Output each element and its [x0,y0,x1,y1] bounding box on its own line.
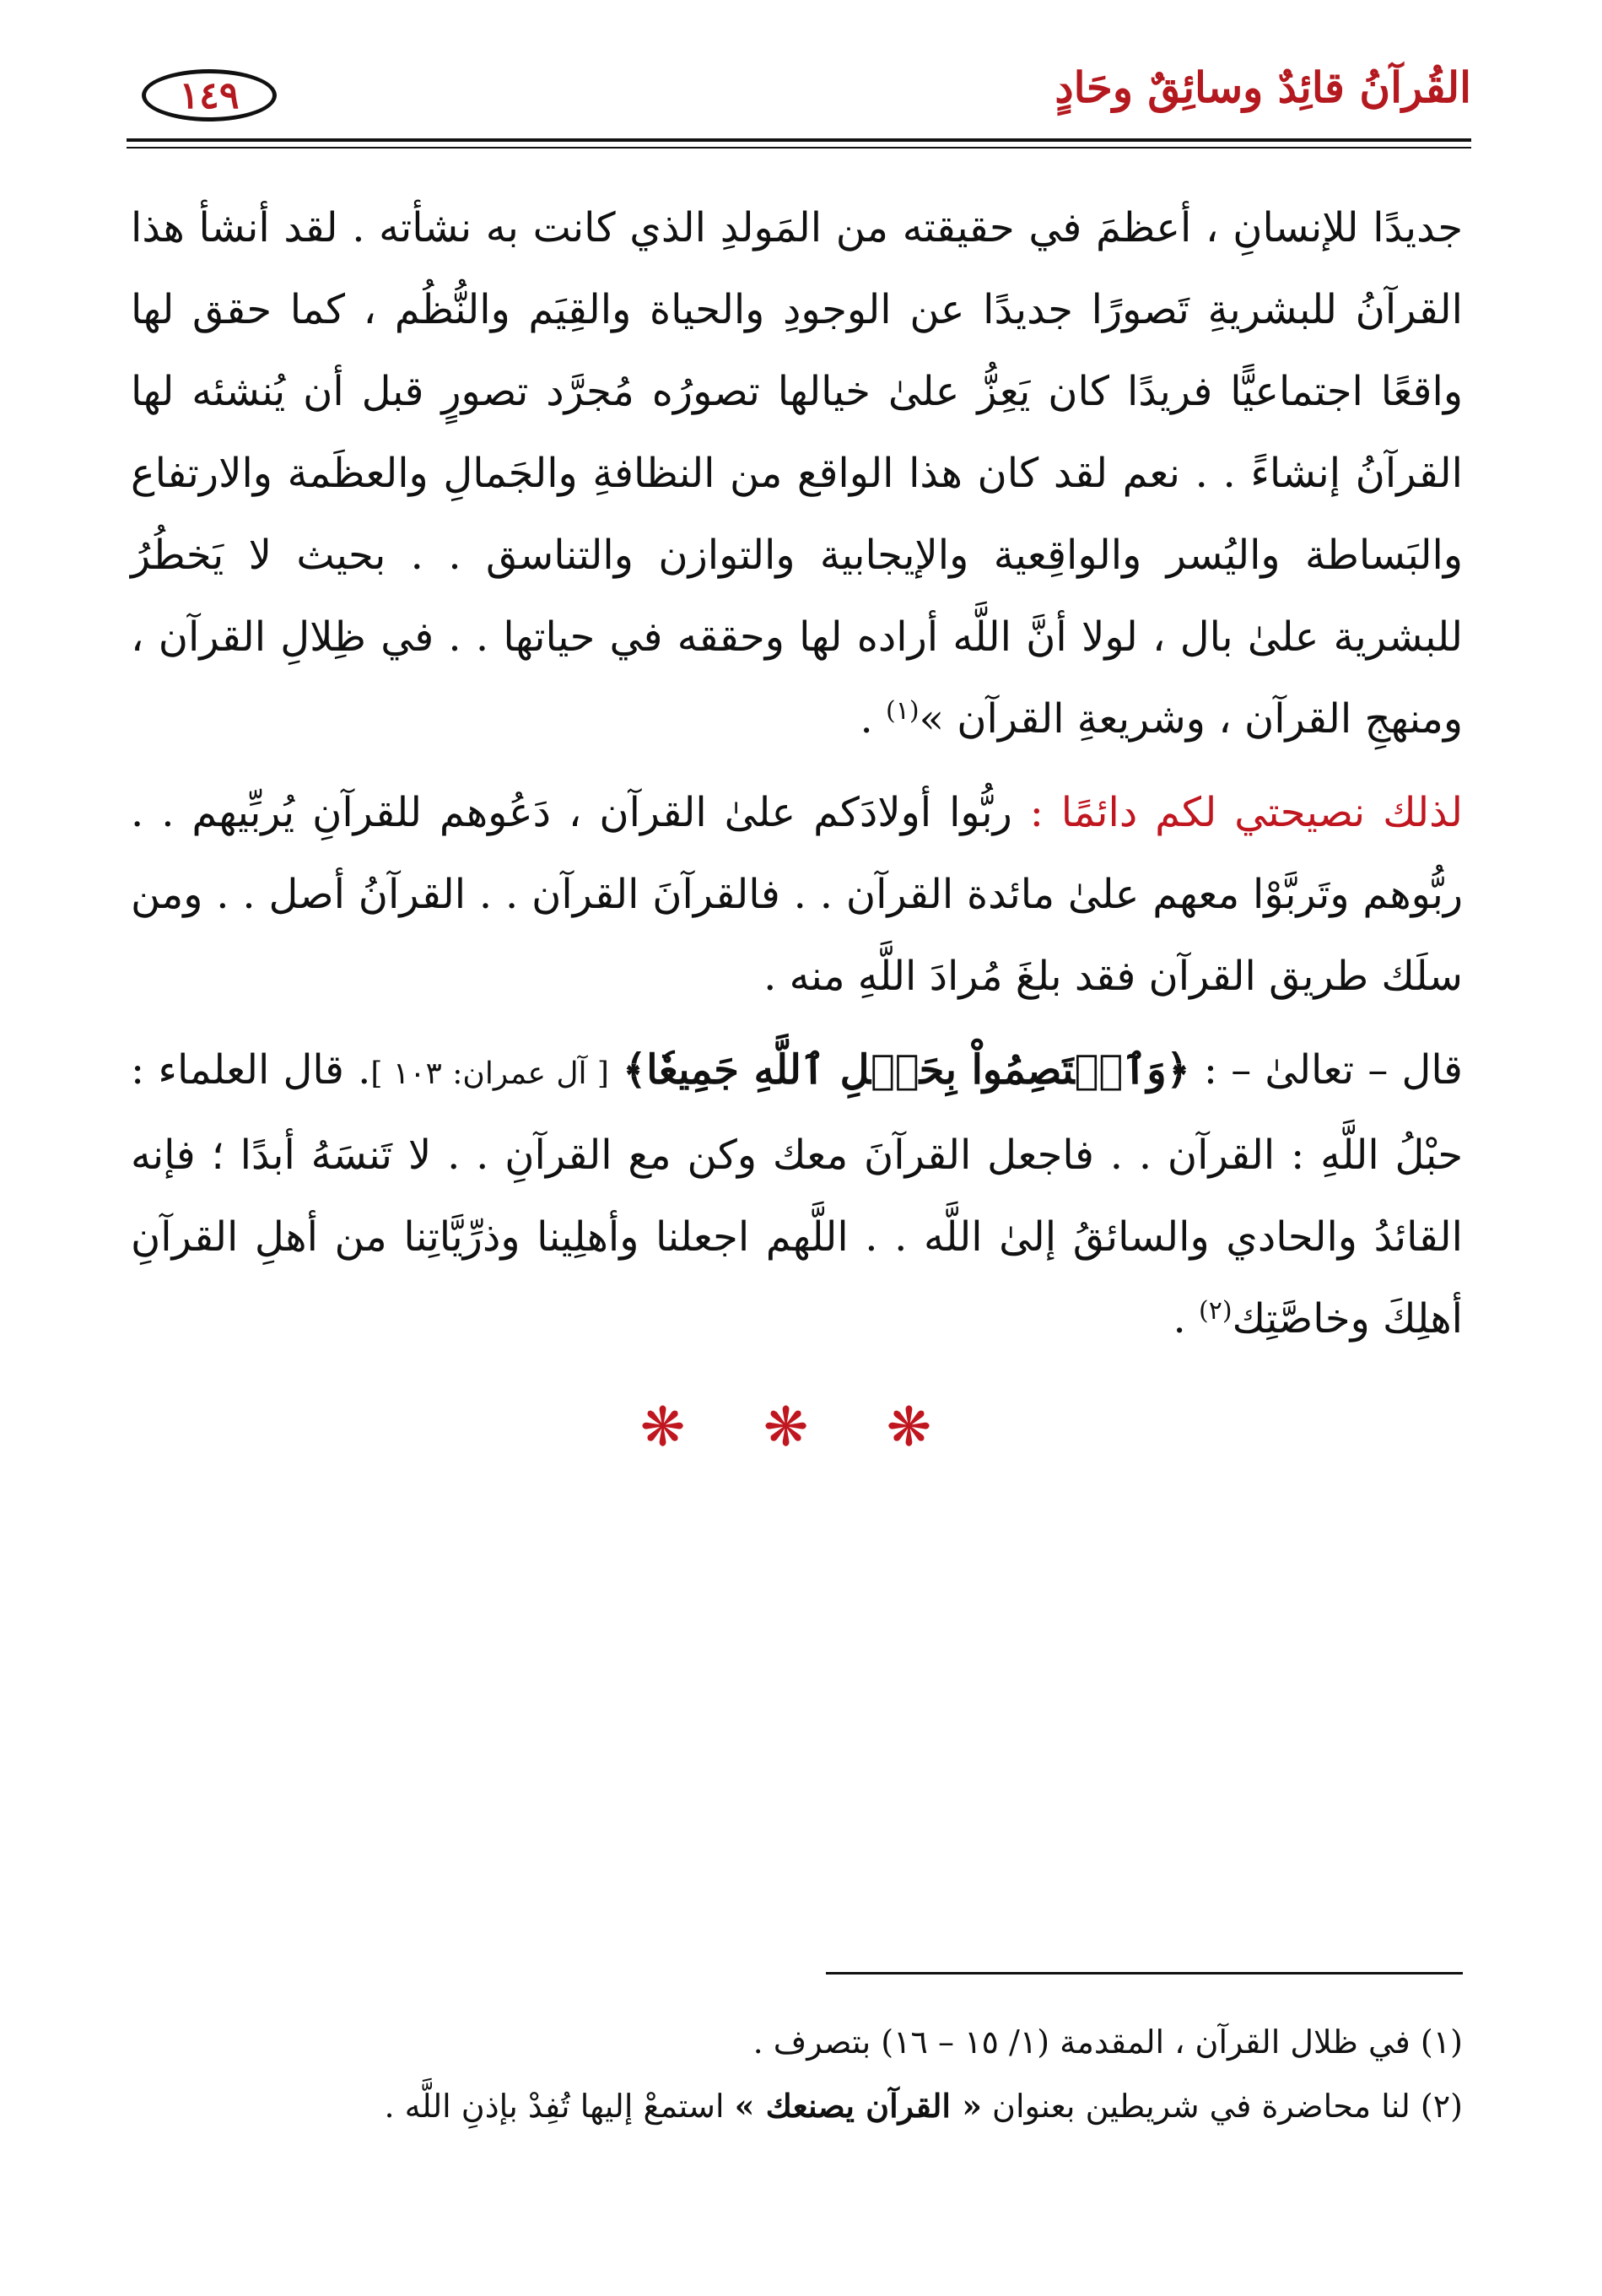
quran-verse: ﴿وَٱعۡتَصِمُواْ بِحَبۡلِ ٱللَّهِ جَمِيعٗا﴾ [623,1046,1190,1094]
lecture-title: « القرآن يصنعك » [734,2087,982,2125]
paragraph-1-end: . [860,695,887,743]
footnote-2 [131,2074,1463,2138]
paragraph-3-text: . قال العلماء : حبْلُ اللَّهِ : القرآن . . فاجعل القرآنَ معك وكن مع القرآنِ . . لا تَنسَهُ أبدًا ؛ فإنه القائدُ والحادي والسائقُ إلىٰ اللَّه . . اللَّهم اجعلنا وأهلِينا وذرِّيَّاتِنا من أهلِ القرآنِ أهلِكَ وخاصَّتِك [131,1046,1463,1342]
section-separator: ❋ ❋ ❋ [639,1397,963,1459]
running-title: القُرآنُ قائِدٌ وسائِقٌ وحَادٍ [1055,62,1471,112]
page-header [127,52,1471,140]
header-rule-thin [127,147,1471,149]
footnote-ref-1: (١) [886,696,920,726]
paragraph-1 [131,187,1463,760]
paragraph-1-text: جديدًا للإنسانِ ، أعظمَ في حقيقته من المَولدِ الذي كانت به نشأته . لقد أنشأ هذا القرآنُ للبشريةِ تَصورًا جديدًا عن الوجودِ والحياة والقِيَم والنُّظُم ، كما حقق لها واقعًا اجتماعيًّا فريدًا كان يَعِزُّ علىٰ خيالها تصورُه مُجرَّد تصورٍ قبل أن يُنشئه لها القرآنُ إنشاءً . . نعم لقد كان هذا الواقع من النظافةِ والجَمالِ والعظَمة والارتفاع والبَساطة واليُسر والواقِعية والإيجابية والتوازن والتناسق . . بحيث لا يَخطُرُ للبشرية علىٰ بال ، لولا أنَّ اللَّه أراده لها وحققه في حياتها . . في ظِلالِ القرآن ، ومنهجِ القرآن ، وشريعةِ القرآن » [131,204,1464,743]
footnote-rule [826,1972,1463,1975]
verse-citation: [ آل عمران: ١٠٣ ] [370,1056,609,1091]
paragraph-3-end: . [1173,1295,1200,1342]
page-number-badge [142,69,277,122]
footnote-1: (١) في ظلال القرآن ، المقدمة (١/ ١٥ – ١٦) بتصرف . [752,2023,1463,2061]
footnote-2-pre: (٢) لنا محاضرة في شريطين بعنوان [981,2088,1463,2125]
footnote-2-post: استمعْ إليها تُفِدْ بإذنِ اللَّه . [384,2088,735,2125]
footnote-ref-2: (٢) [1199,1296,1233,1326]
footnotes [131,2010,1463,2138]
page-number: ١٤٩ [179,73,240,117]
paragraph-2 [131,772,1463,1018]
paragraph-3-intro: قال – تعالىٰ – : [1189,1046,1463,1094]
advice-highlight: لذلك نصيحتي لكم دائمًا : [1029,789,1463,836]
paragraph-2-text: ربُّوا أولادَكم علىٰ القرآن ، دَعُوهم للقرآنِ يُربِّيهم . . ربُّوهم وتَربَّوْا معهم علىٰ مائدة القرآن . . فالقرآنَ القرآن . . القرآنُ أصل . . ومن سلَك طريق القرآن فقد بلغَ مُرادَ اللَّهِ منه . [131,789,1463,1000]
header-rule-thick [127,138,1471,142]
paragraph-3 [131,1029,1463,1360]
main-text [131,187,1463,1360]
